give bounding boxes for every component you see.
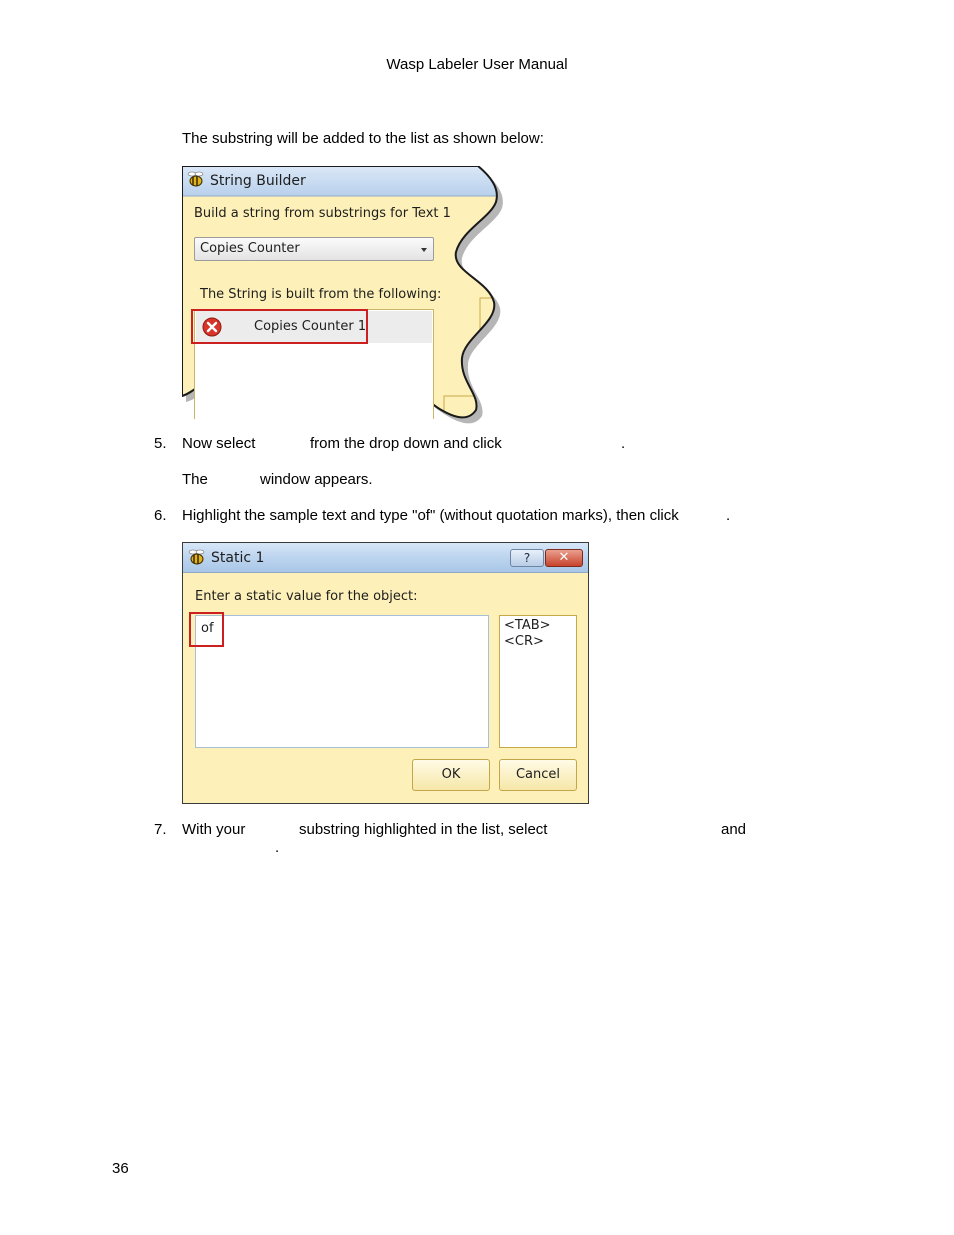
list-item-cr[interactable]: <CR> — [504, 634, 544, 649]
list-item-label[interactable]: Copies Counter 1 — [254, 319, 367, 334]
ok-button[interactable]: OK — [412, 759, 490, 791]
step-7-text-a: With your — [182, 821, 246, 838]
string-builder-screenshot — [182, 166, 508, 428]
page-number: 36 — [112, 1160, 129, 1177]
page-header-title: Wasp Labeler User Manual — [386, 56, 568, 73]
close-icon[interactable]: ✕ — [545, 549, 583, 567]
help-icon[interactable]: ? — [510, 549, 544, 567]
step-7-text-c: and — [721, 821, 747, 838]
string-builder-prompt: Build a string from substrings for Text 1 — [194, 206, 451, 221]
highlight-box — [189, 612, 224, 647]
step-7-text-d: . — [275, 839, 280, 856]
chevron-down-icon[interactable] — [421, 248, 427, 252]
intro-paragraph: The substring will be added to the list as shown below: — [182, 130, 544, 147]
substring-type-combo[interactable] — [194, 237, 434, 261]
step-5-text-c: . — [621, 435, 626, 452]
step-5-note-a: The — [182, 471, 208, 488]
special-chars-list[interactable] — [499, 615, 577, 748]
step-6-text-b: . — [726, 507, 731, 524]
step-5-text-a: Now select — [182, 435, 256, 452]
step-5-note-b: window appears. — [260, 471, 373, 488]
step-6-text-a: Highlight the sample text and type "of" (without quotation marks), then click — [182, 507, 679, 524]
list-caption: The String is built from the following: — [200, 287, 442, 302]
static-value-input[interactable] — [195, 615, 489, 748]
step-5-number: 5. — [154, 435, 167, 452]
cancel-button[interactable]: Cancel — [499, 759, 577, 791]
step-5-text-b: from the drop down and click — [310, 435, 502, 452]
static-dialog-title: Static 1 — [211, 550, 265, 566]
static-prompt: Enter a static value for the object: — [195, 589, 418, 604]
list-item-tab[interactable]: <TAB> — [504, 618, 551, 633]
string-builder-title: String Builder — [210, 173, 306, 189]
static-dialog — [182, 542, 589, 804]
step-7-number: 7. — [154, 821, 167, 838]
step-7-text-b: substring highlighted in the list, select — [299, 821, 548, 838]
step-6-number: 6. — [154, 507, 167, 524]
combo-selected-value: Copies Counter — [200, 241, 300, 256]
wasp-app-icon — [187, 549, 207, 567]
highlight-box — [191, 309, 368, 344]
static-value-text[interactable]: of — [201, 621, 214, 636]
wasp-app-icon — [186, 171, 206, 189]
